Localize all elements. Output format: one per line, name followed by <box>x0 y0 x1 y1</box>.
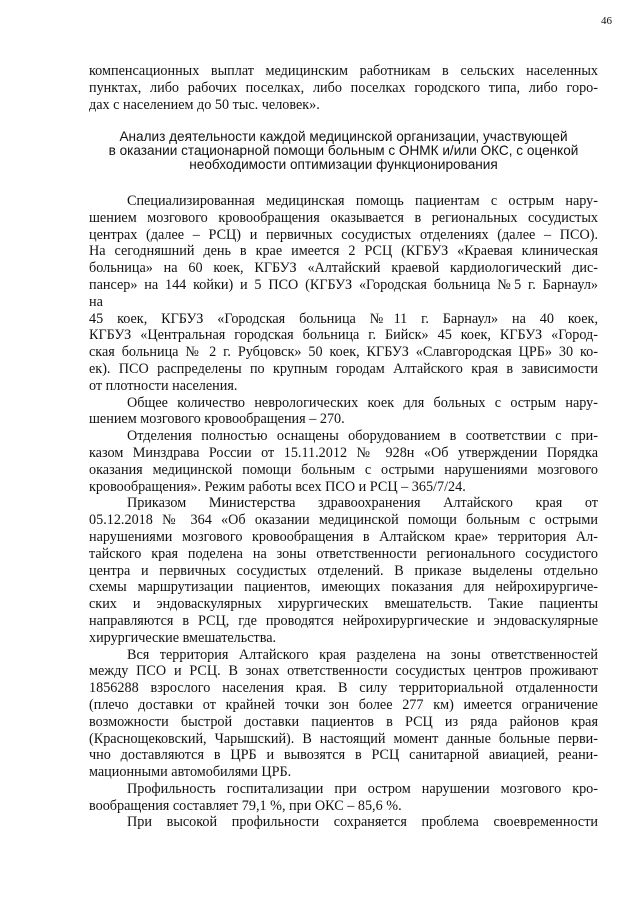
text-line: чно доставляются в ЦРБ и вывозятся в РСЦ санитарной авиацией, реани- <box>89 747 598 764</box>
text-line: Специализированная медицинская помощь пациентам с острым нару- <box>127 193 598 209</box>
paragraph <box>89 193 598 311</box>
text-line: мационными автомобилями ЦРБ. <box>89 764 292 781</box>
text-line: 45 коек, КГБУЗ «Городская больница №11 г. Барнаул» на 40 коек, <box>89 310 598 327</box>
text-line: схемы маршрутизации пациентов, имеющих показания для нейрохирургиче- <box>89 579 598 596</box>
text-line: ских и эндоваскулярных хирургических вмешательств. Такие пациенты <box>89 596 598 613</box>
heading-line: Анализ деятельности каждой медицинской организации, участвующей <box>119 129 568 144</box>
heading-line: в оказании стационарной помощи больным с ОНМК и/или ОКС, с оценкой <box>108 143 579 159</box>
paragraph <box>89 814 598 831</box>
text-line: компенсационных выплат медицинским работникам в сельских населенных <box>89 63 598 79</box>
text-line: нарушениями мозгового кровообращения в Алтайском крае» территория Ал- <box>89 528 598 545</box>
text-line: казом Минздрава России от 15.11.2012 № 928н «Об утверждении Порядка <box>89 444 598 461</box>
text-line: хирургические вмешательства. <box>89 629 277 646</box>
heading-line: необходимости оптимизации функционирования <box>189 157 498 173</box>
text-line: 1856288 взрослого населения края. В силу территориальной отдаленности <box>89 680 598 697</box>
text-line: центра и первичных сосудистых отделений. В приказе выделены отдельно <box>89 562 598 579</box>
intro-paragraph <box>89 63 598 113</box>
text-line: кровообращения». Режим работы всех ПСО и РСЦ – 365/7/24. <box>89 478 466 495</box>
text-line: (плечо доставки от крайней точки зон более 277 км) имеется ограничение <box>89 696 598 713</box>
paragraph <box>89 428 598 495</box>
text-line: дах с населением до 50 тыс. человек». <box>89 96 320 113</box>
text-line: на <box>89 293 103 310</box>
paragraph <box>89 781 598 815</box>
text-line: Общее количество неврологических коек для больных с острым нару- <box>127 394 598 411</box>
text-line: между ПСО и РСЦ. В зонах ответственности сосудистых центров проживают <box>89 663 598 680</box>
text-line: ская больница № 2 г. Рубцовск» 50 коек, КГБУЗ «Славгородская ЦРБ» 30 ко- <box>89 344 598 361</box>
text-line: На сегодняшний день в крае имеется 2 РСЦ (КГБУЗ «Краевая клиническая <box>89 243 598 260</box>
text-line: КГБУЗ «Центральная городская больница г. Бийск» 45 коек, КГБУЗ «Город- <box>89 327 598 344</box>
text-line: 05.12.2018 № 364 «Об оказании медицинской помощи больным с острыми <box>89 512 598 529</box>
text-line: от плотности населения. <box>89 377 238 394</box>
body-text <box>89 193 598 831</box>
paragraph <box>89 311 598 395</box>
section-heading <box>89 130 598 173</box>
paragraph <box>89 647 598 781</box>
text-line: Приказом Министерства здравоохранения Алтайского края от <box>127 495 598 512</box>
text-line: пансер» на 144 койки) и 5 ПСО (КГБУЗ «Городская больница №5 г. Барнаул» <box>89 276 598 293</box>
text-line: шением мозгового кровообращения – 270. <box>89 411 345 428</box>
text-line: (Краснощековский, Чарышский). В настоящий момент данные больные перви- <box>89 730 598 747</box>
text-line: Профильность госпитализации при остром нарушении мозгового кро- <box>127 780 598 797</box>
text-line: Вся территория Алтайского края разделена на зоны ответственностей <box>127 646 598 663</box>
text-line: вообращения составляет 79,1 %, при ОКС – 85,6 %. <box>89 797 402 814</box>
paragraph <box>89 395 598 429</box>
text-line: больница» на 60 коек, КГБУЗ «Алтайский краевой кардиологический дис- <box>89 260 598 277</box>
text-line: возможности быстрой доставки пациентов в РСЦ из ряда районов края <box>89 713 598 730</box>
text-line: центрах (далее – РСЦ) и первичных сосудистых отделениях (далее – ПСО). <box>89 226 598 243</box>
paragraph <box>89 495 598 646</box>
text-line: Отделения полностью оснащены оборудованием в соответствии с при- <box>127 428 598 445</box>
text-line: шением мозгового кровообращения оказывается в региональных сосудистых <box>89 209 598 226</box>
text-line: направляются в РСЦ, где проводятся нейрохирургические и эндоваскулярные <box>89 612 598 629</box>
text-line: оказания медицинской помощи больным с острыми нарушениями мозгового <box>89 461 598 478</box>
text-line: ек). ПСО распределены по крупным городам Алтайского края в зависимости <box>89 360 598 377</box>
text-line: При высокой профильности сохраняется проблема своевременности <box>127 814 598 831</box>
text-line: тайского края поделена на зоны ответственности регионального сосудистого <box>89 545 598 562</box>
page-number: 46 <box>601 15 612 27</box>
text-line: пунктах, либо рабочих поселках, либо поселках городского типа, либо горо- <box>89 79 598 96</box>
